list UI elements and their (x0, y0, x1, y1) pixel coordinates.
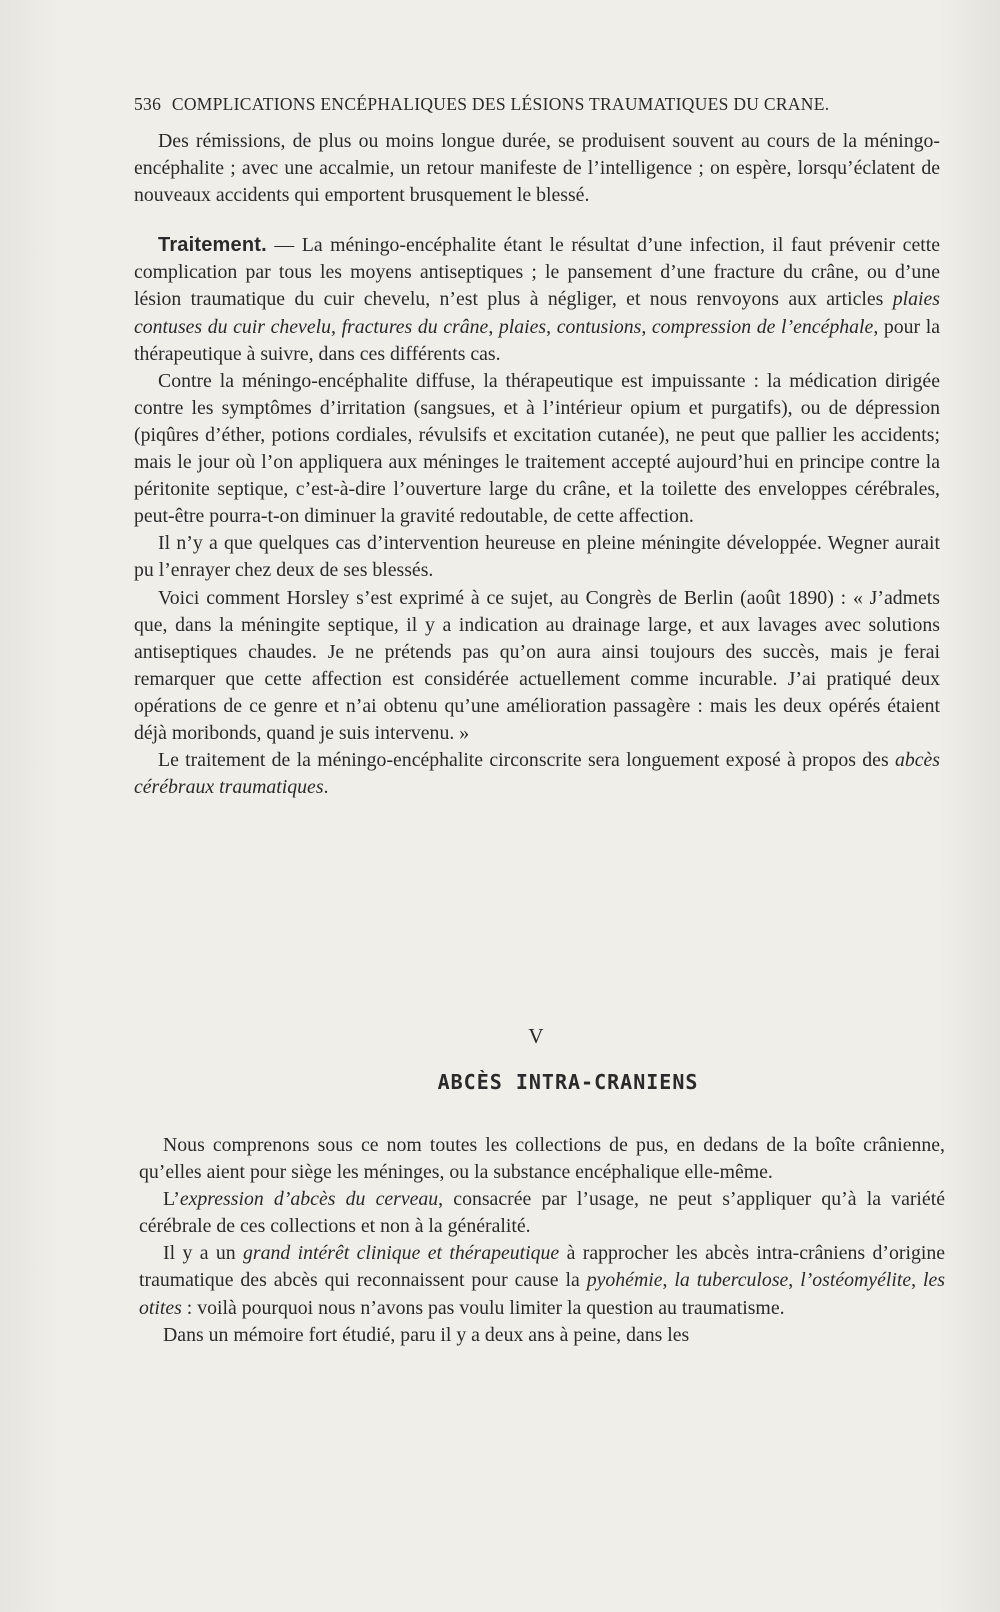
paragraph-interest: Il y a un grand intérêt clinique et thérapeutique à rapprocher les abcès intra-crâniens d’origine traumatique des abcès qui reconnaissent pour cause la pyohémie, la tuberculose, l’ostéomyélite, les otites : voilà pourquoi nous n’avons pas voulu limiter la question au traumatisme. (139, 1242, 946, 1319)
text-block-lower (139, 1132, 945, 1349)
paragraph-expression: L’expression d’abcès du cerveau, consacrée par l’usage, ne peut s’appliquer qu’à la variété cérébrale de ces collections et non à la généralité. (139, 1188, 945, 1238)
paragraph-remissions: Des rémissions, de plus ou moins longue durée, se produisent souvent au cours de la méningo-encéphalite ; avec une accalmie, un retour manifeste de l’intelligence ; on espère, lorsqu’éclatent de nouveaux accidents qui emportent brusquement le blessé. (134, 130, 940, 207)
paragraph-diffuse: Contre la méningo-encéphalite diffuse, la thérapeutique est impuissante : la médication dirigée contre les symptômes d’irritation (sangsues, et à l’intérieur opium et purgatifs), ou de dépression (piqûres d’éther, potions cordiales, révulsifs et excitation cutanée), ne peut que pallier les accidents; mais le jour où l’on appliquera aux méninges le traitement accepté aujourd’hui en principe contre la péritonite septique, c’est-à-dire l’ouverture large du crâne, et la toilette des enveloppes cérébrales, peut-être pourra-t-on diminuer la gravité redoutable, de cette affection. (134, 369, 940, 528)
paragraph-circonscrite: Le traitement de la méningo-encéphalite circonscrite sera longuement exposé à propos des abcès cérébraux traumatiques. (134, 749, 940, 799)
treatment-heading: Traitement. (158, 234, 267, 257)
paragraph-intervention: Il n’y a que quelques cas d’intervention heureuse en pleine méningite développée. Wegner aurait pu l’enrayer chez deux de ses blessés. (134, 532, 940, 582)
running-header (134, 94, 942, 115)
page-number: 536 (134, 94, 162, 114)
paragraph-definition: Nous comprenons sous ce nom toutes les collections de pus, en dedans de la boîte crânienne, qu’elles aient pour siège les méninges, ou la substance encéphalique elle-même. (139, 1134, 945, 1184)
paragraph-treatment: Traitement. — La méningo-encéphalite étant le résultat d’une infection, il faut prévenir cette complication par tous les moyens antiseptiques ; le pansement d’une fracture du crâne, ou d’une lésion traumatique du cuir chevelu, n’est plus à négliger, et nous renvoyons aux articles plaies contuses du cuir chevelu, fractures du crâne, plaies, contusions, compression de l’encéphale, pour la thérapeutique à suivre, dans ces différents cas. (134, 234, 941, 365)
section-number: V (528, 1024, 544, 1048)
paragraph-memoire: Dans un mémoire fort étudié, paru il y a deux ans à peine, dans les (163, 1323, 690, 1346)
text-block-upper (134, 128, 940, 801)
running-title: COMPLICATIONS ENCÉPHALIQUES DES LÉSIONS TRAUMATIQUES DU CRANE. (171, 94, 830, 114)
paragraph-horsley: Voici comment Horsley s’est exprimé à ce sujet, au Congrès de Berlin (août 1890) : « J’admets que, dans la méningite septique, il y a indication au drainage large, et aux lavages avec solutions antiseptiques chaudes. Je ne prétends pas qu’on aura ainsi toujours des succès, mais je ferai remarquer que cette affection est considérée actuellement comme incurable. J’ai pratiqué deux opérations de ce genre et n’ai obtenu qu’une amélioration passagère : mais les deux opérés étaient déjà moribonds, quand je suis intervenu. » (134, 586, 940, 744)
section-title: ABCÈS INTRA-CRANIENS (437, 1070, 699, 1094)
